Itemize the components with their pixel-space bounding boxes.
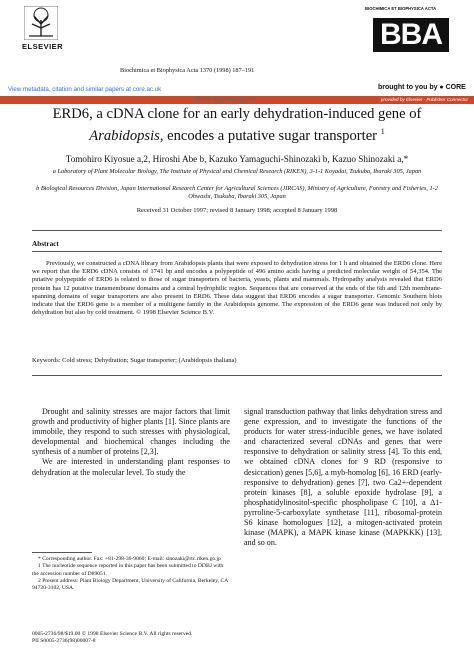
core-brand[interactable]: brought to you by ● CORE xyxy=(378,84,466,91)
copyright-line: 0005-2736/98/$19.00 © 1998 Elsevier Science B.V. All rights reserved. xyxy=(32,631,193,637)
footnote-corresponding: * Corresponding author. Fax: +81-298-36-9060; E-mail: sinozaki@rtc.riken.go.jp xyxy=(38,556,221,562)
journal-reference: Biochimica et Biophysica Acta 1370 (1998) 187–191 xyxy=(120,67,255,74)
divider xyxy=(32,230,442,231)
footnotes xyxy=(32,556,230,592)
abstract-body: Previously, we constructed a cDNA library from Arabidopsis plants that were exposed to dehydration stress for 1 h and obtained the ERD6 clone. Here we report that the ERD6 cDNA consists of 1741 bp and encodes a polypeptide of 496 amino acids having a predicted molecular weight of 54,354. The putative polypeptide of ERD6 is related to those of sugar transporters of bacteria, yeasts, plants and mammals. Hydropathy analysis revealed that ERD6 protein has 12 putative transmembrane domains and a central hydrophilic region. Sequences that are conserved at the ends of the 6th and 12th membrane-spanning domains of sugar transporters are also present in ERD6. These data suggest that ERD6 encodes a sugar transporter. Genomic Southern blots indicate that the ERD6 gene is a member of a multigene family in the Arabidopsis genome. The expression of the ERD6 gene was induced not only by dehydration but also by cold treatment. © 1998 Elsevier Science B.V. xyxy=(32,260,442,317)
body-right-column xyxy=(244,407,442,548)
divider xyxy=(32,251,442,252)
bba-logo-block xyxy=(365,6,457,58)
abstract-heading: Abstract xyxy=(32,240,59,248)
title-footnote-mark: 1 xyxy=(380,127,385,136)
affiliation-b: b Biological Resources Division, Japan International Research Center for Agricultural Sciences (JIRCAS), Ministry of Agriculture, Forestry and Fisheries, 1-2 Ohwashi, Tsukuba, Ibaraki 305, Japan xyxy=(36,185,438,201)
elsevier-tree-logo xyxy=(24,6,58,40)
footnote-divider xyxy=(32,552,92,553)
bba-journal-name: BIOCHIMICA ET BIOPHYSICA ACTA xyxy=(365,6,437,11)
core-provider: provided by Elsevier - Publisher Connector xyxy=(380,96,468,102)
pii-line: PII S0005-2736(98)00007-8 xyxy=(32,638,96,645)
paragraph: We are interested in understanding plant responses to dehydration at the molecular level. To study the xyxy=(32,457,230,477)
title-line-1: ERD6, a cDNA clone for an early dehydration-induced gene of xyxy=(52,106,422,122)
footnote-present-address: 2 Present address: Plant Biology Department, University of California, Berkeley, CA 94720-3102, USA. xyxy=(32,577,228,592)
affiliation-a: a Laboratory of Plant Molecular Biology, The Institute of Physical and Chemical Research (RIKEN), 3-1-1 Koyadai, Tsukuba, Ibaraki 305, Japan xyxy=(52,168,422,175)
title-organism: Arabidopsis xyxy=(89,127,160,144)
article-title xyxy=(20,105,454,145)
title-line-2: , encodes a putative sugar transporter xyxy=(159,127,378,144)
section-type-heading: Short sequence-paper xyxy=(195,95,256,103)
paragraph: signal transduction pathway that links dehydration stress and gene expression, and to investigate the functions of the products for water stress-inducible genes, we have isolated and characterized several cDNAs and genes that were responsive to dehydration or salinity stress [4]. To this end, we obtained cDNA clones for 9 RD (responsive to desiccation) genes [5,6], a myb-homolog [6], 16 ERD (early-responsive to dehydration) genes [7], two Ca2+-dependent protein kinases [8], a soluble epoxide hydrolase [9], a phosphatidylinositol-specific phospholipase C [10], a Δ1-pyrroline-5-carboxylate synthetase [11], ribosomal-protein S6 kinase homologues [12], a mitogen-activated protein kinase (MAPK), a MAPK kinase kinase (MAPKKK) [13], and so on. xyxy=(244,407,442,548)
author-list: Tomohiro Kiyosue a,2, Hiroshi Abe b, Kazuko Yamaguchi-Shinozaki b, Kazuo Shinozaki a,* xyxy=(65,154,409,164)
core-metadata-link[interactable]: View metadata, citation and similar papers at core.ac.uk xyxy=(8,86,162,93)
body-left-column xyxy=(32,407,230,478)
footnote-accession: 1 The nucleotide sequence reported in this paper has been submitted to DDBJ with the accession number of D89051. xyxy=(32,563,224,577)
copyright xyxy=(32,631,230,646)
bba-logo: BBA xyxy=(373,18,449,52)
publisher-name: ELSEVIER xyxy=(22,42,64,51)
paragraph: Drought and salinity stresses are major factors that limit growth and productivity of higher plants [1]. Since plants are immobile, they respond to such stresses with physiological, developmental and biochemical changes including the synthesis of a number of proteins [2,3]. xyxy=(32,407,230,457)
keywords: Keywords: Cold stress; Dehydration; Sugar transporter; (Arabidopsis thaliana) xyxy=(32,357,237,364)
divider xyxy=(32,375,442,376)
received-dates: Received 31 October 1997; revised 8 January 1998; accepted 8 January 1998 xyxy=(136,207,338,214)
